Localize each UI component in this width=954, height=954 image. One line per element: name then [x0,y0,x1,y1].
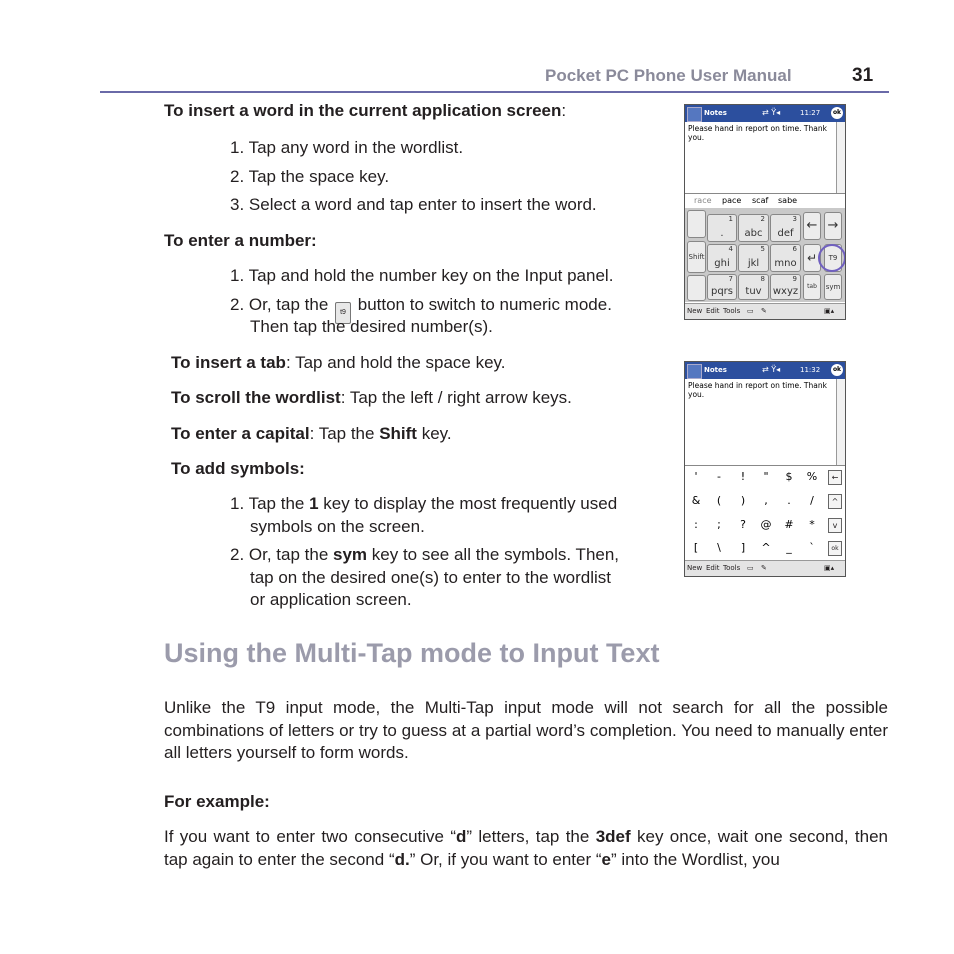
left-bottom-key[interactable] [687,275,706,301]
symbol-key[interactable]: ( [716,494,722,507]
enter-number-step-1: 1. Tap and hold the number key on the Input panel. [230,266,614,285]
intro-paragraph: Unlike the T9 input mode, the Multi-Tap input mode will not search for all the possible combinations of letters or try to guess at a partial word’s completion. You need to manually enter all letters yourself to form words. [164,698,888,762]
section-title: Using the Multi-Tap mode to Input Text [164,638,660,668]
symbol-key[interactable]: ` [809,541,815,554]
symbol-key[interactable]: ) [740,494,746,507]
insert-tab-tip: To insert a tab: Tap and hold the space key. [171,353,506,372]
header-rule [100,91,889,93]
tab-key[interactable]: tab [803,274,821,300]
example-heading: For example: [164,792,270,811]
symbol-key[interactable]: ^ [761,541,771,554]
key-5[interactable]: 5 jkl [738,244,769,272]
add-symbols-step-2-cont2: or application screen. [250,590,412,609]
add-symbols-step-1: 1. Tap the 1 key to display the most frequently used [230,494,618,513]
device-screenshot-t9 [684,104,846,320]
left-arrow-key[interactable]: ← [803,212,821,240]
insert-word-step-3: 3. Select a word and tap enter to insert the word. [230,195,597,214]
word-item[interactable]: race [694,196,712,205]
sym-key[interactable]: sym [824,274,842,300]
t9-button-icon: t9 [335,302,351,324]
symbol-key[interactable]: - [717,470,721,483]
menu-tools[interactable]: Tools [723,307,741,315]
pen-icon[interactable]: ✎ [761,564,767,572]
right-arrow-key[interactable]: → [824,212,842,240]
key-3[interactable]: 3 def [770,214,801,242]
scrollbar[interactable] [836,122,845,193]
symbol-key[interactable]: " [763,470,769,483]
app-title: Notes [704,109,727,117]
menu-new[interactable]: New [687,564,703,572]
menu-tools[interactable]: Tools [723,564,741,572]
add-symbols-step-2: 2. Or, tap the sym key to see all the symbols. Then, [230,545,620,564]
keyboard-icon[interactable]: ▭ [747,564,754,572]
enter-number-heading: To enter a number: [164,231,317,250]
key-6[interactable]: 6 mno [770,244,801,272]
symbol-key[interactable]: * [809,518,815,531]
device-screenshot-symbols [684,361,846,577]
add-symbols-step-2-cont: tap on the desired one(s) to enter to the wordlist [250,568,611,587]
keyboard-icon[interactable]: ▭ [747,307,754,315]
enter-number-step-2: 2. Or, tap the t9 button to switch to numeric mode. [230,294,612,324]
word-item[interactable]: sabe [778,196,798,205]
key-7[interactable]: 7 pqrs [707,274,737,300]
insert-word-heading: To insert a word in the current application screen: [164,101,567,120]
clock: 11:27 [800,109,821,117]
input-panel-icon[interactable]: ▣▴ [824,307,835,315]
symbol-key[interactable]: \ [717,541,721,554]
clock: 11:32 [800,366,821,374]
t9-mode-key[interactable]: T9 [824,244,842,272]
menu-edit[interactable]: Edit [706,307,720,315]
key-4[interactable]: 4 ghi [707,244,737,272]
symbol-key[interactable]: ? [740,518,746,531]
symbol-key[interactable]: # [784,518,794,531]
symbol-key[interactable]: $ [785,470,793,483]
pen-icon[interactable]: ✎ [761,307,767,315]
menu-new[interactable]: New [687,307,703,315]
enter-key[interactable]: ↵ [803,244,821,272]
example-paragraph: If you want to enter two consecutive “d” letters, tap the 3def key once, wait one second, then tap again to enter the second “d.” Or, if you want to enter “e” into the Wordlist, you [164,827,888,869]
page-number: 31 [852,65,874,86]
key-2[interactable]: 2 abc [738,214,769,242]
symbol-key[interactable]: & [691,494,701,507]
backspace-button[interactable]: ← [828,470,842,485]
page-down-button[interactable]: v [828,518,842,533]
ok-button[interactable]: ok [831,107,843,119]
highlight-circle [818,244,846,272]
note-text[interactable]: Please hand in report on time. Thank you. [688,381,827,399]
symbols-ok-button[interactable]: ok [828,541,842,556]
start-icon[interactable] [687,107,702,122]
scrollbar[interactable] [836,379,845,465]
insert-word-step-2: 2. Tap the space key. [230,167,390,186]
key-8[interactable]: 8 tuv [738,274,769,300]
scroll-wordlist-tip: To scroll the wordlist: Tap the left / right arrow keys. [171,388,572,407]
symbol-key[interactable]: . [787,494,791,507]
symbol-key[interactable]: [ [693,541,699,554]
enter-capital-tip: To enter a capital: Tap the Shift key. [171,424,452,443]
symbol-key[interactable]: ' [694,470,698,483]
symbol-key[interactable]: ! [740,470,746,483]
signal-icon: ⇄ Ÿ◂ [762,365,781,374]
app-title: Notes [704,366,727,374]
symbol-key[interactable]: _ [786,541,792,554]
signal-icon: ⇄ Ÿ◂ [762,108,781,117]
left-blank-key[interactable] [687,210,706,238]
key-9[interactable]: 9 wxyz [770,274,801,300]
menu-bar [685,303,845,319]
start-icon[interactable] [687,364,702,379]
note-text[interactable]: Please hand in report on time. Thank you. [688,124,827,142]
symbol-key[interactable]: , [764,494,768,507]
symbol-key[interactable]: : [694,518,698,531]
symbol-key[interactable]: ; [717,518,721,531]
add-symbols-heading: To add symbols: [171,459,305,478]
enter-number-step-2-cont: Then tap the desired number(s). [250,317,493,336]
word-item[interactable]: scaf [752,196,769,205]
add-symbols-step-1-cont: symbols on the screen. [250,517,425,536]
word-item[interactable]: pace [722,196,742,205]
ok-button[interactable]: ok [831,364,843,376]
symbol-key[interactable]: ] [740,541,746,554]
insert-word-step-1: 1. Tap any word in the wordlist. [230,138,464,157]
symbol-key[interactable]: @ [760,518,772,531]
page-up-button[interactable]: ^ [828,494,842,509]
title-bar [685,362,845,379]
shift-key[interactable]: Shift [687,241,706,273]
symbol-key[interactable]: % [806,470,818,483]
title-bar [685,105,845,122]
symbol-key[interactable]: / [810,494,814,507]
running-header-title: Pocket PC Phone User Manual [545,66,792,85]
menu-bar [685,560,845,576]
input-panel-icon[interactable]: ▣▴ [824,564,835,572]
key-1[interactable]: 1 . [707,214,737,242]
symbol-panel [685,465,845,558]
menu-edit[interactable]: Edit [706,564,720,572]
